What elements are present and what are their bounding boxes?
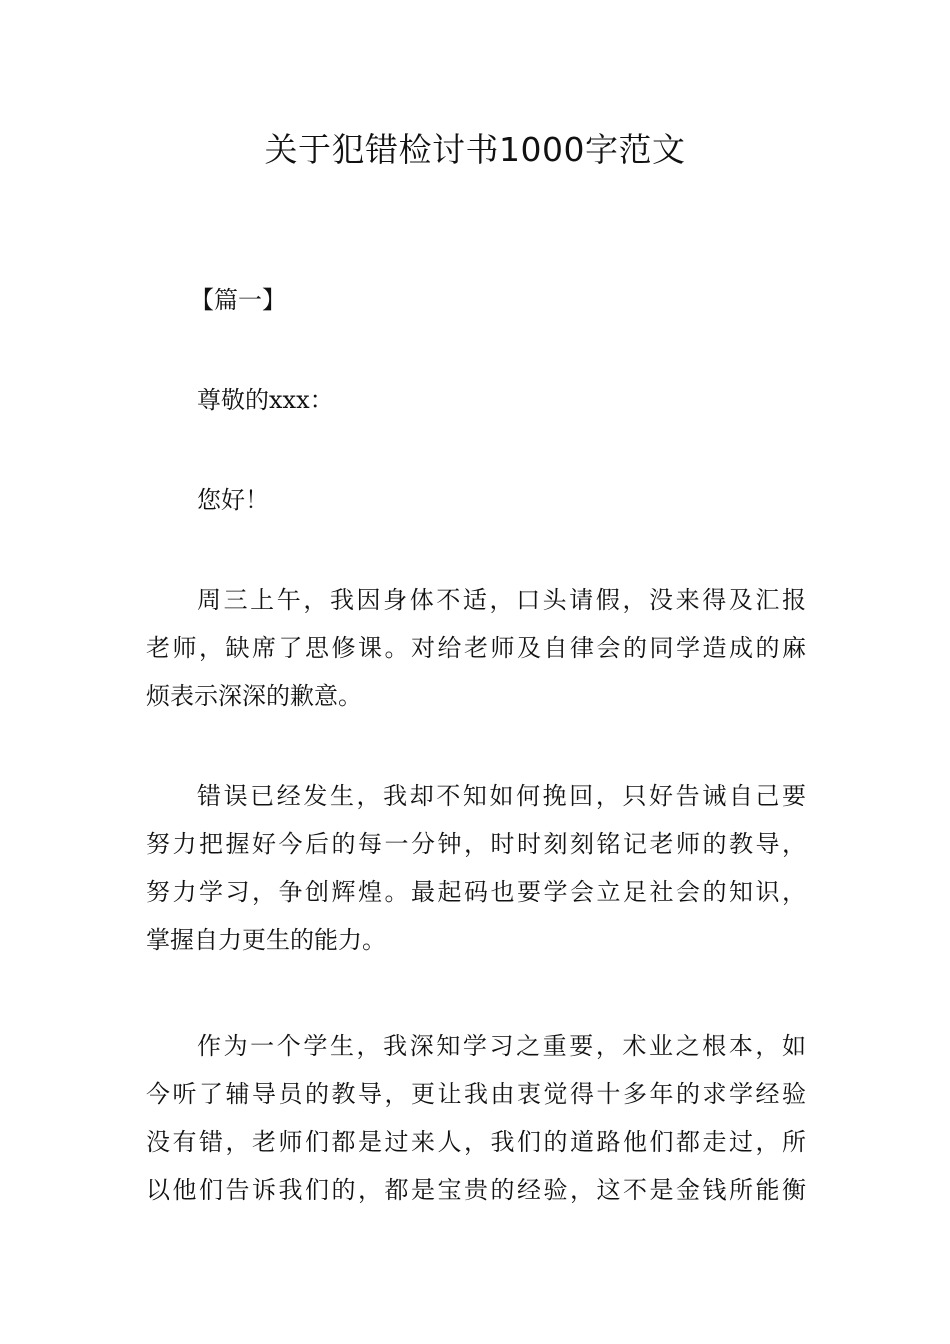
paragraph-line: 掌握自力更生的能力。 [146,926,386,954]
salutation [146,376,806,424]
paragraph-line: 老师，缺席了思修课。对给老师及自律会的同学造成的麻 [146,634,806,662]
paragraph-3 [146,1022,806,1214]
paragraph-line: 没有错，老师们都是过来人，我们的道路他们都走过，所 [146,1128,806,1156]
paragraph-line: 作为一个学生，我深知学习之重要，术业之根本，如 [197,1032,806,1060]
paragraph-1 [146,576,806,720]
paragraph-line: 周三上午，我因身体不适，口头请假，没来得及汇报 [197,586,806,614]
greeting [146,476,806,524]
paragraph-line: 今听了辅导员的教导，更让我由衷觉得十多年的求学经验 [146,1080,806,1108]
paragraph-line: 烦表示深深的歉意。 [146,682,362,710]
paragraph-line: 以他们告诉我们的，都是宝贵的经验，这不是金钱所能衡 [146,1176,806,1204]
paragraph-line: 错误已经发生，我却不知如何挽回，只好告诫自己要 [197,782,806,810]
paragraph-2 [146,772,806,964]
document-title: 关于犯错检讨书1000字范文 [264,130,686,169]
greeting-text: 您好！ [197,486,269,514]
salutation-text: 尊敬的xxx： [197,386,334,414]
section-heading [146,276,806,324]
paragraph-line: 努力把握好今后的每一分钟，时时刻刻铭记老师的教导， [146,830,806,858]
section-heading-text: 【篇一】 [190,286,286,314]
paragraph-line: 努力学习，争创辉煌。最起码也要学会立足社会的知识， [146,878,806,906]
